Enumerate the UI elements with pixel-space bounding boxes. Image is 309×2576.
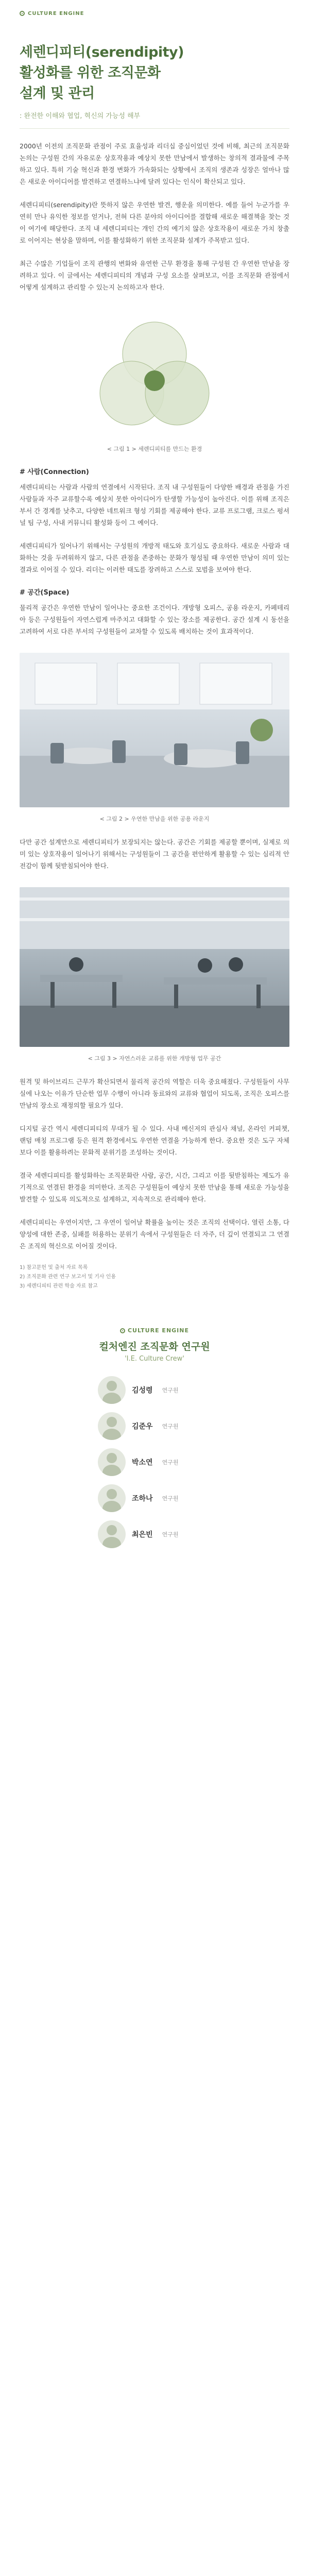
author-logo xyxy=(70,1327,239,1334)
article-subtitle: : 완전한 이해와 협업, 혁신의 가능성 해부 xyxy=(20,112,141,120)
author-block-title: 컬처엔진 조직문화 연구원 xyxy=(99,1341,210,1352)
paragraph: 디지털 공간 역시 세렌디피티의 무대가 될 수 있다. 사내 메신저의 관심사 채널, 온라인 커피챗, 랜덤 매칭 프로그램 등은 원격 환경에서도 우연한 연결을 가능하게 한다. 중요한 것은 도구 자체보다 이를 활용하려는 문화적 분위기를 조성하는 것이다. xyxy=(20,1125,289,1156)
figure-2 xyxy=(20,653,289,823)
author-item xyxy=(98,1376,211,1404)
references xyxy=(20,1263,289,1291)
title-block xyxy=(0,27,309,129)
title-line-1: 세렌디피티(serendipity) xyxy=(20,44,184,60)
author-name: 최은빈 xyxy=(132,1531,153,1539)
header xyxy=(0,0,309,27)
avatar xyxy=(98,1376,126,1404)
author-role: 연구원 xyxy=(162,1531,179,1538)
paragraph: 세렌디피티는 사람과 사람의 연결에서 시작된다. 조직 내 구성원들이 다양한 배경과 관점을 가진 사람들과 자주 교류할수록 예상치 못한 아이디어가 탄생할 가능성이 높아진다. 이를 위해 조직은 부서 간 경계를 낮추고, 다양한 네트워크 형성 기회를 제공해야 한다. 교류 프로그램, 크로스 펑셔널 팀 구성, 사내 커뮤니티 활성화 등이 그 예이다. xyxy=(20,483,289,527)
photo-illustration xyxy=(20,653,289,807)
author-org: CULTURE ENGINE xyxy=(127,1327,189,1334)
author-list xyxy=(70,1376,239,1548)
paragraph: 세렌디피티는 우연이지만, 그 우연이 일어날 확률을 높이는 것은 조직의 선택이다. 열린 소통, 다양성에 대한 존중, 실패를 허용하는 분위기 속에서 구성원들은 더 자주, 더 깊이 연결되고 그 연결은 조직의 혁신으로 이어질 것이다. xyxy=(20,1218,289,1250)
figure-1 xyxy=(20,309,289,453)
venn-diagram xyxy=(77,309,232,437)
avatar xyxy=(98,1520,126,1548)
figure-caption: < 그림 3 > 자연스러운 교류를 위한 개방형 업무 공간 xyxy=(88,1055,221,1062)
avatar xyxy=(98,1412,126,1440)
avatar xyxy=(98,1448,126,1476)
author-name: 조하나 xyxy=(132,1495,153,1503)
author-item xyxy=(98,1412,211,1440)
author-block xyxy=(70,1327,239,1548)
author-role: 연구원 xyxy=(162,1459,179,1466)
paragraph: 결국 세렌디피티를 활성화하는 조직문화란 사람, 공간, 시간, 그리고 이를 뒷받침하는 제도가 유기적으로 연결된 환경을 의미한다. 조직은 구성원들이 예상치 못한 만남을 통해 새로운 가능성을 발견할 수 있도록 의도적으로 설계하고, 지속적으로 관리해야 한다. xyxy=(20,1172,289,1203)
author-name: 김준우 xyxy=(132,1422,153,1431)
author-role: 연구원 xyxy=(162,1423,179,1430)
author-role: 연구원 xyxy=(162,1495,179,1502)
figure-caption: < 그림 2 > 우연한 만남을 위한 공용 라운지 xyxy=(99,816,210,822)
author-item xyxy=(98,1448,211,1476)
office-lounge-photo xyxy=(20,653,289,807)
section-heading: # 공간(Space) xyxy=(20,589,70,597)
logo-icon xyxy=(20,11,25,16)
paragraph: 원격 및 하이브리드 근무가 확산되면서 물리적 공간의 역할은 더욱 중요해졌다. 구성원들이 사무실에 나오는 이유가 단순한 업무 수행이 아니라 동료와의 교류와 협업이 되도록, 조직은 오피스를 만남의 장소로 재정의할 필요가 있다. xyxy=(20,1078,289,1109)
figure-caption: < 그림 1 > 세렌디피티를 만드는 환경 xyxy=(107,446,202,452)
paragraph: 다만 공간 설계만으로 세렌디피티가 보장되지는 않는다. 공간은 기회를 제공할 뿐이며, 실제로 의미 있는 상호작용이 일어나기 위해서는 구성원들이 그 공간을 편안하게 활용할 수 있는 심리적 안전감이 함께 뒷받침되어야 한다. xyxy=(20,838,289,870)
author-item xyxy=(98,1484,211,1512)
paragraph: 세렌디피티가 일어나기 위해서는 구성원의 개방적 태도와 호기심도 중요하다. 새로운 사람과 대화하는 것을 두려워하지 않고, 다른 관점을 존중하는 문화가 형성될 때 우연한 만남이 의미 있는 결과로 이어질 수 있다. 리더는 이러한 태도를 장려하고 스스로 모범을 보여야 한다. xyxy=(20,542,289,573)
paragraph: 세렌디피티(serendipity)란 뜻하지 않은 우연한 발견, 행운을 의미한다. 예를 들어 누군가를 우연히 만나 유익한 정보를 얻거나, 전혀 다른 분야의 아이디어를 결합해 새로운 해결책을 찾는 것이 여기에 해당한다. 조직 내 세렌디피티는 개인 간의 예기치 않은 상호작용이 새로운 가치 창출로 이어지는 현상을 말하며, 이를 활성화하기 위한 조직문화 설계가 주목받고 있다. xyxy=(20,201,289,244)
photo-illustration xyxy=(20,887,289,1047)
author-block-subtitle: 'I.E. Culture Crew' xyxy=(125,1355,184,1363)
article-title xyxy=(20,42,289,104)
title-line-3: 설계 및 관리 xyxy=(20,86,95,101)
author-name: 김성령 xyxy=(132,1386,153,1395)
author-role: 연구원 xyxy=(162,1387,179,1394)
logo-icon xyxy=(120,1328,125,1333)
paragraph: 최근 수많은 기업들이 조직 관행의 변화와 유연한 근무 환경을 통해 구성원 간 우연한 만남을 장려하고 있다. 이 글에서는 세렌디피티의 개념과 구성 요소를 살펴보고, 이를 조직문화 관점에서 어떻게 설계하고 관리할 수 있는지 논의하고자 한다. xyxy=(20,260,289,291)
avatar xyxy=(98,1484,126,1512)
article-body xyxy=(0,129,309,1548)
section-heading: # 사람(Connection) xyxy=(20,468,89,476)
figure-3 xyxy=(20,887,289,1062)
author-item xyxy=(98,1520,211,1548)
title-line-2: 활성화를 위한 조직문화 xyxy=(20,65,161,81)
venn-center xyxy=(144,370,165,391)
reference-item: 2) 조직문화 관련 연구 보고서 및 기사 인용 xyxy=(20,1274,116,1280)
paragraph: 2000년 이전의 조직문화 관점이 주로 효율성과 리더십 중심이었던 것에 비해, 최근의 조직문화 논의는 구성원 간의 자유로운 상호작용과 예상치 못한 만남에서 발생하는 창의적 결과물에 주목하고 있다. 특히 기술 혁신과 환경 변화가 가속화되는 상황에서 조직의 생존과 성장은 얼마나 많은 새로운 아이디어를 발견하고 연결하느냐에 달려 있다는 인식이 확산되고 있다. xyxy=(20,142,289,185)
paragraph: 물리적 공간은 우연한 만남이 일어나는 중요한 조건이다. 개방형 오피스, 공용 라운지, 카페테리아 등은 구성원들이 자연스럽게 마주치고 대화할 수 있는 장소를 제공한다. 공간 설계 시 동선을 고려하여 서로 다른 부서의 구성원들이 교차할 수 있도록 배치하는 것이 효과적이다. xyxy=(20,604,289,635)
reference-item: 3) 세렌디피티 관련 학술 자료 참고 xyxy=(20,1283,98,1289)
open-office-photo xyxy=(20,887,289,1047)
logo-text[interactable]: CULTURE ENGINE xyxy=(28,10,84,16)
author-name: 박소연 xyxy=(132,1459,153,1467)
reference-item: 1) 참고문헌 및 출처 자료 목록 xyxy=(20,1265,88,1270)
